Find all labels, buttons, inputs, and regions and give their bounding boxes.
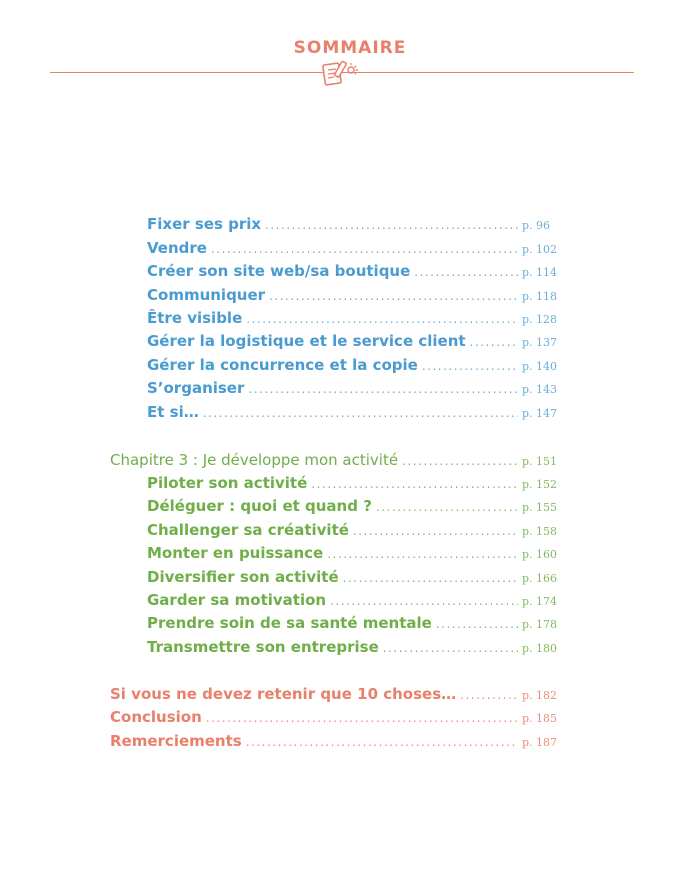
toc-leader-dots — [422, 355, 518, 377]
toc-page-number: p. 118 — [522, 290, 558, 303]
toc-entry[interactable] — [147, 589, 568, 611]
toc-leader-dots — [269, 285, 518, 307]
toc-entry-title: Prendre soin de sa santé mentale — [147, 614, 432, 632]
toc-entry-title: Vendre — [147, 239, 207, 257]
toc-page-number: p. 158 — [522, 525, 558, 538]
toc-entry-title: Être visible — [147, 309, 243, 327]
toc-entry[interactable] — [147, 284, 568, 306]
toc-entry-title: Monter en puissance — [147, 544, 324, 562]
toc-page-number: p. 96 — [522, 219, 551, 232]
toc-page-number: p. 152 — [522, 478, 558, 491]
toc-entry-title: Gérer la logistique et le service client — [147, 332, 466, 350]
toc-entry-title: Diversifier son activité — [147, 568, 339, 586]
toc-leader-dots — [414, 261, 518, 283]
toc-entry[interactable] — [147, 472, 568, 494]
notebook-pencil-icon — [320, 58, 364, 86]
toc-entry-title: Remerciements — [110, 732, 242, 750]
toc-entry-title: Et si… — [147, 403, 199, 421]
toc-leader-dots — [206, 707, 518, 729]
toc-entry[interactable] — [110, 683, 568, 705]
toc-entry[interactable] — [147, 612, 568, 634]
toc-chapter-heading[interactable] — [110, 449, 568, 471]
toc-page-number: p. 140 — [522, 360, 558, 373]
toc-entry[interactable] — [147, 330, 568, 352]
toc-leader-dots — [383, 637, 518, 659]
toc-leader-dots — [211, 238, 518, 260]
toc-leader-dots — [353, 520, 518, 542]
toc-leader-dots — [246, 308, 518, 330]
toc-entry-title: Déléguer : quoi et quand ? — [147, 497, 372, 515]
toc-leader-dots — [248, 378, 518, 400]
toc-entry-title: Challenger sa créativité — [147, 521, 349, 539]
toc-page-number: p. 128 — [522, 313, 558, 326]
toc-leader-dots — [460, 684, 518, 706]
toc-entry[interactable] — [147, 401, 568, 423]
toc-leader-dots — [203, 402, 518, 424]
toc-page-number: p. 114 — [522, 266, 558, 279]
toc-entry-title: Garder sa motivation — [147, 591, 327, 609]
toc-entry[interactable] — [147, 566, 568, 588]
toc-entry[interactable] — [147, 495, 568, 517]
toc-entry[interactable] — [147, 377, 568, 399]
toc-page-number: p. 166 — [522, 572, 558, 585]
toc-entry[interactable] — [147, 237, 568, 259]
toc-leader-dots — [376, 496, 518, 518]
page-title: SOMMAIRE — [293, 38, 407, 58]
toc-leader-dots — [436, 613, 518, 635]
toc-page-number: p. 178 — [522, 618, 558, 631]
toc-entry-title: Fixer ses prix — [147, 215, 262, 233]
toc-entry-title: Conclusion — [110, 708, 202, 726]
toc-page-number: p. 155 — [522, 501, 558, 514]
toc-entry[interactable] — [147, 519, 568, 541]
toc-entry[interactable] — [147, 213, 568, 235]
toc-entry[interactable] — [147, 260, 568, 282]
toc-entry[interactable] — [147, 542, 568, 564]
toc-page-number: p. 174 — [522, 595, 558, 608]
toc-page-number: p. 151 — [522, 455, 558, 468]
toc-leader-dots — [246, 731, 518, 753]
toc-entry-title: Si vous ne devez retenir que 10 choses… — [110, 685, 457, 703]
toc-page-number: p. 143 — [522, 383, 558, 396]
toc-page-number: p. 187 — [522, 736, 558, 749]
toc-page-number: p. 102 — [522, 243, 558, 256]
toc-leader-dots — [330, 590, 518, 612]
toc-page-number: p. 180 — [522, 642, 558, 655]
toc-entry[interactable] — [110, 730, 568, 752]
toc-entry[interactable] — [147, 307, 568, 329]
toc-entry[interactable] — [147, 636, 568, 658]
toc-entry[interactable] — [147, 354, 568, 376]
toc-entry[interactable] — [110, 706, 568, 728]
toc-entry-title: Créer son site web/sa boutique — [147, 262, 411, 280]
toc-page-number: p. 147 — [522, 407, 558, 420]
toc-leader-dots — [470, 331, 518, 353]
toc-leader-dots — [265, 214, 518, 236]
toc-leader-dots — [311, 473, 518, 495]
toc-page-number: p. 160 — [522, 548, 558, 561]
toc-page-number: p. 182 — [522, 689, 558, 702]
toc-leader-dots — [343, 567, 518, 589]
toc-leader-dots — [327, 543, 518, 565]
toc-entry-title: Transmettre son entreprise — [147, 638, 379, 656]
toc-chapter-title: Chapitre 3 : Je développe mon activité — [110, 451, 399, 469]
toc-page-number: p. 137 — [522, 336, 558, 349]
toc-entry-title: Gérer la concurrence et la copie — [147, 356, 418, 374]
toc-entry-title: Piloter son activité — [147, 474, 308, 492]
toc-entry-title: Communiquer — [147, 286, 266, 304]
toc-leader-dots — [402, 450, 518, 472]
toc-entry-title: S’organiser — [147, 379, 245, 397]
toc-page-number: p. 185 — [522, 712, 558, 725]
